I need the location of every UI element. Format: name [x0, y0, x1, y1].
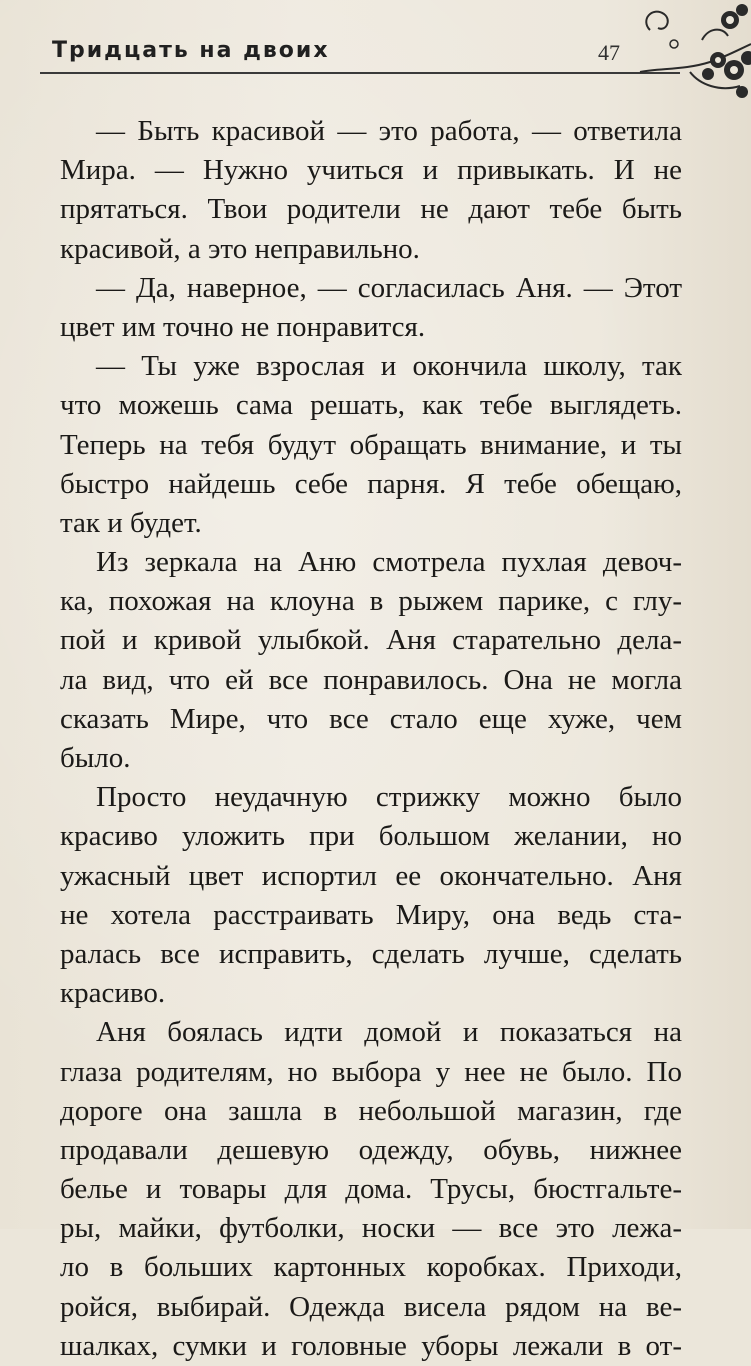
text-line: быстро найдешь себе парня. Я тебе обещаю, — [60, 467, 682, 500]
text-line: ры, майки, футболки, носки — все это лежа- — [60, 1212, 682, 1245]
text-line: цвет им точно не понравится. — [60, 310, 426, 343]
text-line: — Быть красивой — это работа, — ответила — [96, 115, 682, 147]
text-line: прятаться. Твои родители не дают тебе быть — [60, 193, 682, 226]
text-line: что можешь сама решать, как тебе выглядеть. — [60, 389, 682, 422]
text-line: ла вид, что ей все понравилось. Она не могла — [60, 663, 682, 696]
text-line: продавали дешевую одежду, обувь, нижнее — [60, 1133, 682, 1166]
text-line: Теперь на тебя будут обращать внимание, и ты — [60, 428, 682, 461]
text-line: было. — [60, 742, 131, 774]
text-line: Аня боялась идти домой и показаться на — [96, 1016, 682, 1049]
header-rule — [40, 72, 680, 74]
text-line: Из зеркала на Аню смотрела пухлая девоч- — [96, 546, 682, 579]
text-line: дороге она зашла в небольшой магазин, где — [60, 1094, 682, 1127]
page-number: 47 — [598, 40, 620, 65]
body-text — [60, 112, 682, 1366]
text-line: ка, похожая на клоуна в рыжем парике, с глу- — [60, 585, 682, 618]
text-line: так и будет. — [60, 506, 202, 539]
text-line: белье и товары для дома. Трусы, бюстгальте- — [60, 1173, 682, 1206]
text-line: глаза родителям, но выбора у нее не было. По — [60, 1055, 682, 1088]
text-line: — Ты уже взрослая и окончила школу, так — [96, 350, 682, 383]
floral-ornament-icon — [630, 0, 751, 110]
text-line: Мира. — Нужно учиться и привыкать. И не — [60, 154, 682, 187]
text-line: ралась все исправить, сделать лучше, сделать — [60, 937, 682, 970]
text-line: Просто неудачную стрижку можно было — [96, 781, 682, 814]
text-line: ужасный цвет испортил ее окончательно. Аня — [60, 859, 682, 892]
text-line: красиво уложить при большом желании, но — [60, 820, 682, 853]
text-line: не хотела расстраивать Миру, она ведь ста- — [60, 898, 682, 931]
text-line: пой и кривой улыбкой. Аня старательно дела- — [60, 624, 682, 657]
text-line: сказать Мире, что все стало еще хуже, чем — [60, 702, 682, 735]
text-line: красивой, а это неправильно. — [60, 232, 420, 265]
text-line: — Да, наверное, — согласилась Аня. — Этот — [96, 271, 682, 304]
text-line: красиво. — [60, 977, 166, 1010]
text-line: ройся, выбирай. Одежда висела рядом на ве- — [60, 1290, 682, 1323]
text-line: шалках, сумки и головные уборы лежали в от- — [60, 1329, 682, 1362]
running-title: Тридцать на двоих — [52, 38, 330, 63]
text-line: ло в больших картонных коробках. Приходи, — [60, 1251, 682, 1284]
